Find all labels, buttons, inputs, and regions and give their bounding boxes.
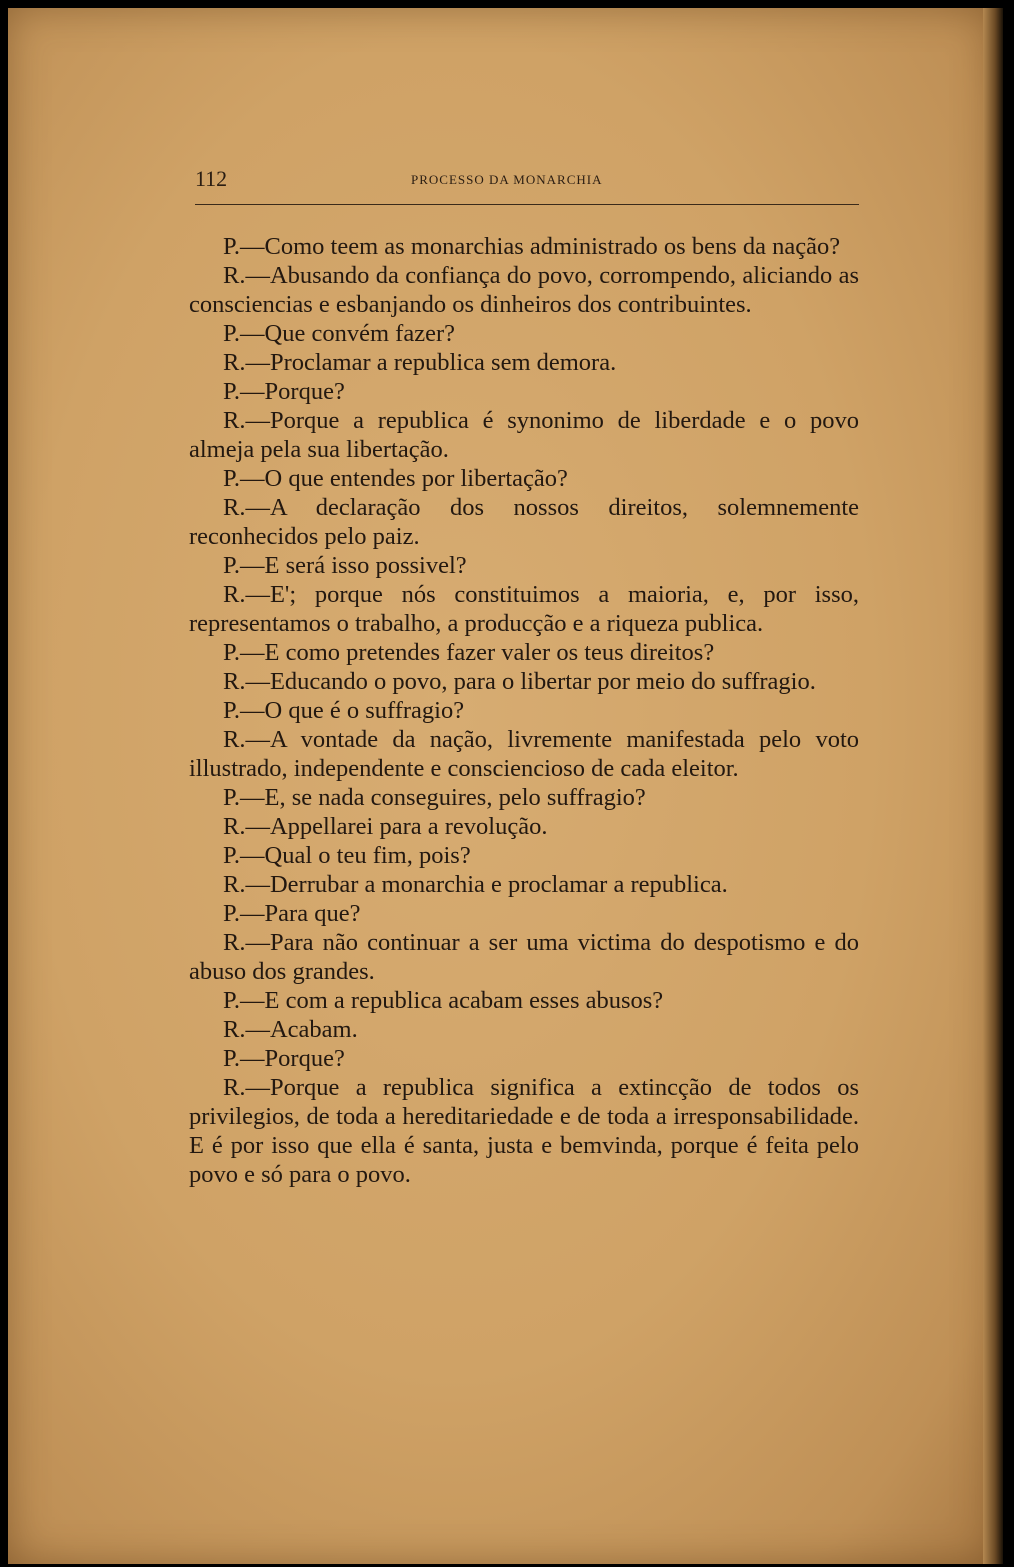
paragraph: P.—Para que? (223, 900, 361, 927)
paragraph: R.—Appellarei para a revolução. (223, 813, 548, 840)
paragraph: P.—O que entendes por libertação? (223, 465, 568, 492)
paragraph: P.—Qual o teu fim, pois? (223, 842, 471, 869)
paragraph: R.—Porque a republica significa a extincção de todos os privilegios, de toda a hereditariedade e de toda a irresponsabilidade. E é por isso que ella é santa, justa e bemvinda, porque é feita pelo povo e só para o povo. (189, 1074, 859, 1188)
book-page (8, 8, 993, 1564)
paragraph: R.—Porque a republica é synonimo de liberdade e o povo almeja pela sua libertação. (189, 407, 859, 463)
paragraph: R.—Derrubar a monarchia e proclamar a republica. (223, 871, 728, 898)
page-edge (983, 8, 1003, 1564)
paragraph: R.—Acabam. (223, 1016, 358, 1043)
paragraph: R.—Para não continuar a ser uma victima do despotismo e do abuso dos grandes. (189, 929, 859, 985)
body-text (189, 232, 859, 1189)
paragraph: P.—Que convém fazer? (223, 320, 455, 347)
paragraph: R.—Educando o povo, para o libertar por meio do suffragio. (223, 668, 816, 695)
paragraph: P.—Porque? (223, 378, 345, 405)
paragraph: P.—E será isso possivel? (223, 552, 467, 579)
paragraph: P.—E como pretendes fazer valer os teus direitos? (223, 639, 715, 666)
page-number: 112 (195, 166, 228, 191)
paragraph: P.—E com a republica acabam esses abusos? (223, 987, 664, 1014)
header-rule (195, 204, 859, 205)
paragraph: P.—O que é o suffragio? (223, 697, 465, 724)
running-title: PROCESSO DA MONARCHIA (411, 172, 603, 187)
paragraph: R.—Abusando da confiança do povo, corrompendo, aliciando as consciencias e esbanjando os dinheiros dos contribuintes. (189, 262, 859, 318)
paragraph: R.—E'; porque nós constituimos a maioria, e, por isso, representamos o trabalho, a producção e a riqueza publica. (189, 581, 859, 637)
paragraph: P.—Como teem as monarchias administrado os bens da nação? (223, 233, 841, 260)
page-header (195, 166, 860, 196)
paragraph: R.—A vontade da nação, livremente manifestada pelo voto illustrado, independente e consciencioso de cada eleitor. (189, 726, 859, 782)
paragraph: R.—Proclamar a republica sem demora. (223, 349, 617, 376)
paragraph: P.—Porque? (223, 1045, 345, 1072)
paragraph: P.—E, se nada conseguires, pelo suffragio? (223, 784, 646, 811)
paragraph: R.—A declaração dos nossos direitos, solemnemente reconhecidos pelo paiz. (189, 494, 859, 550)
